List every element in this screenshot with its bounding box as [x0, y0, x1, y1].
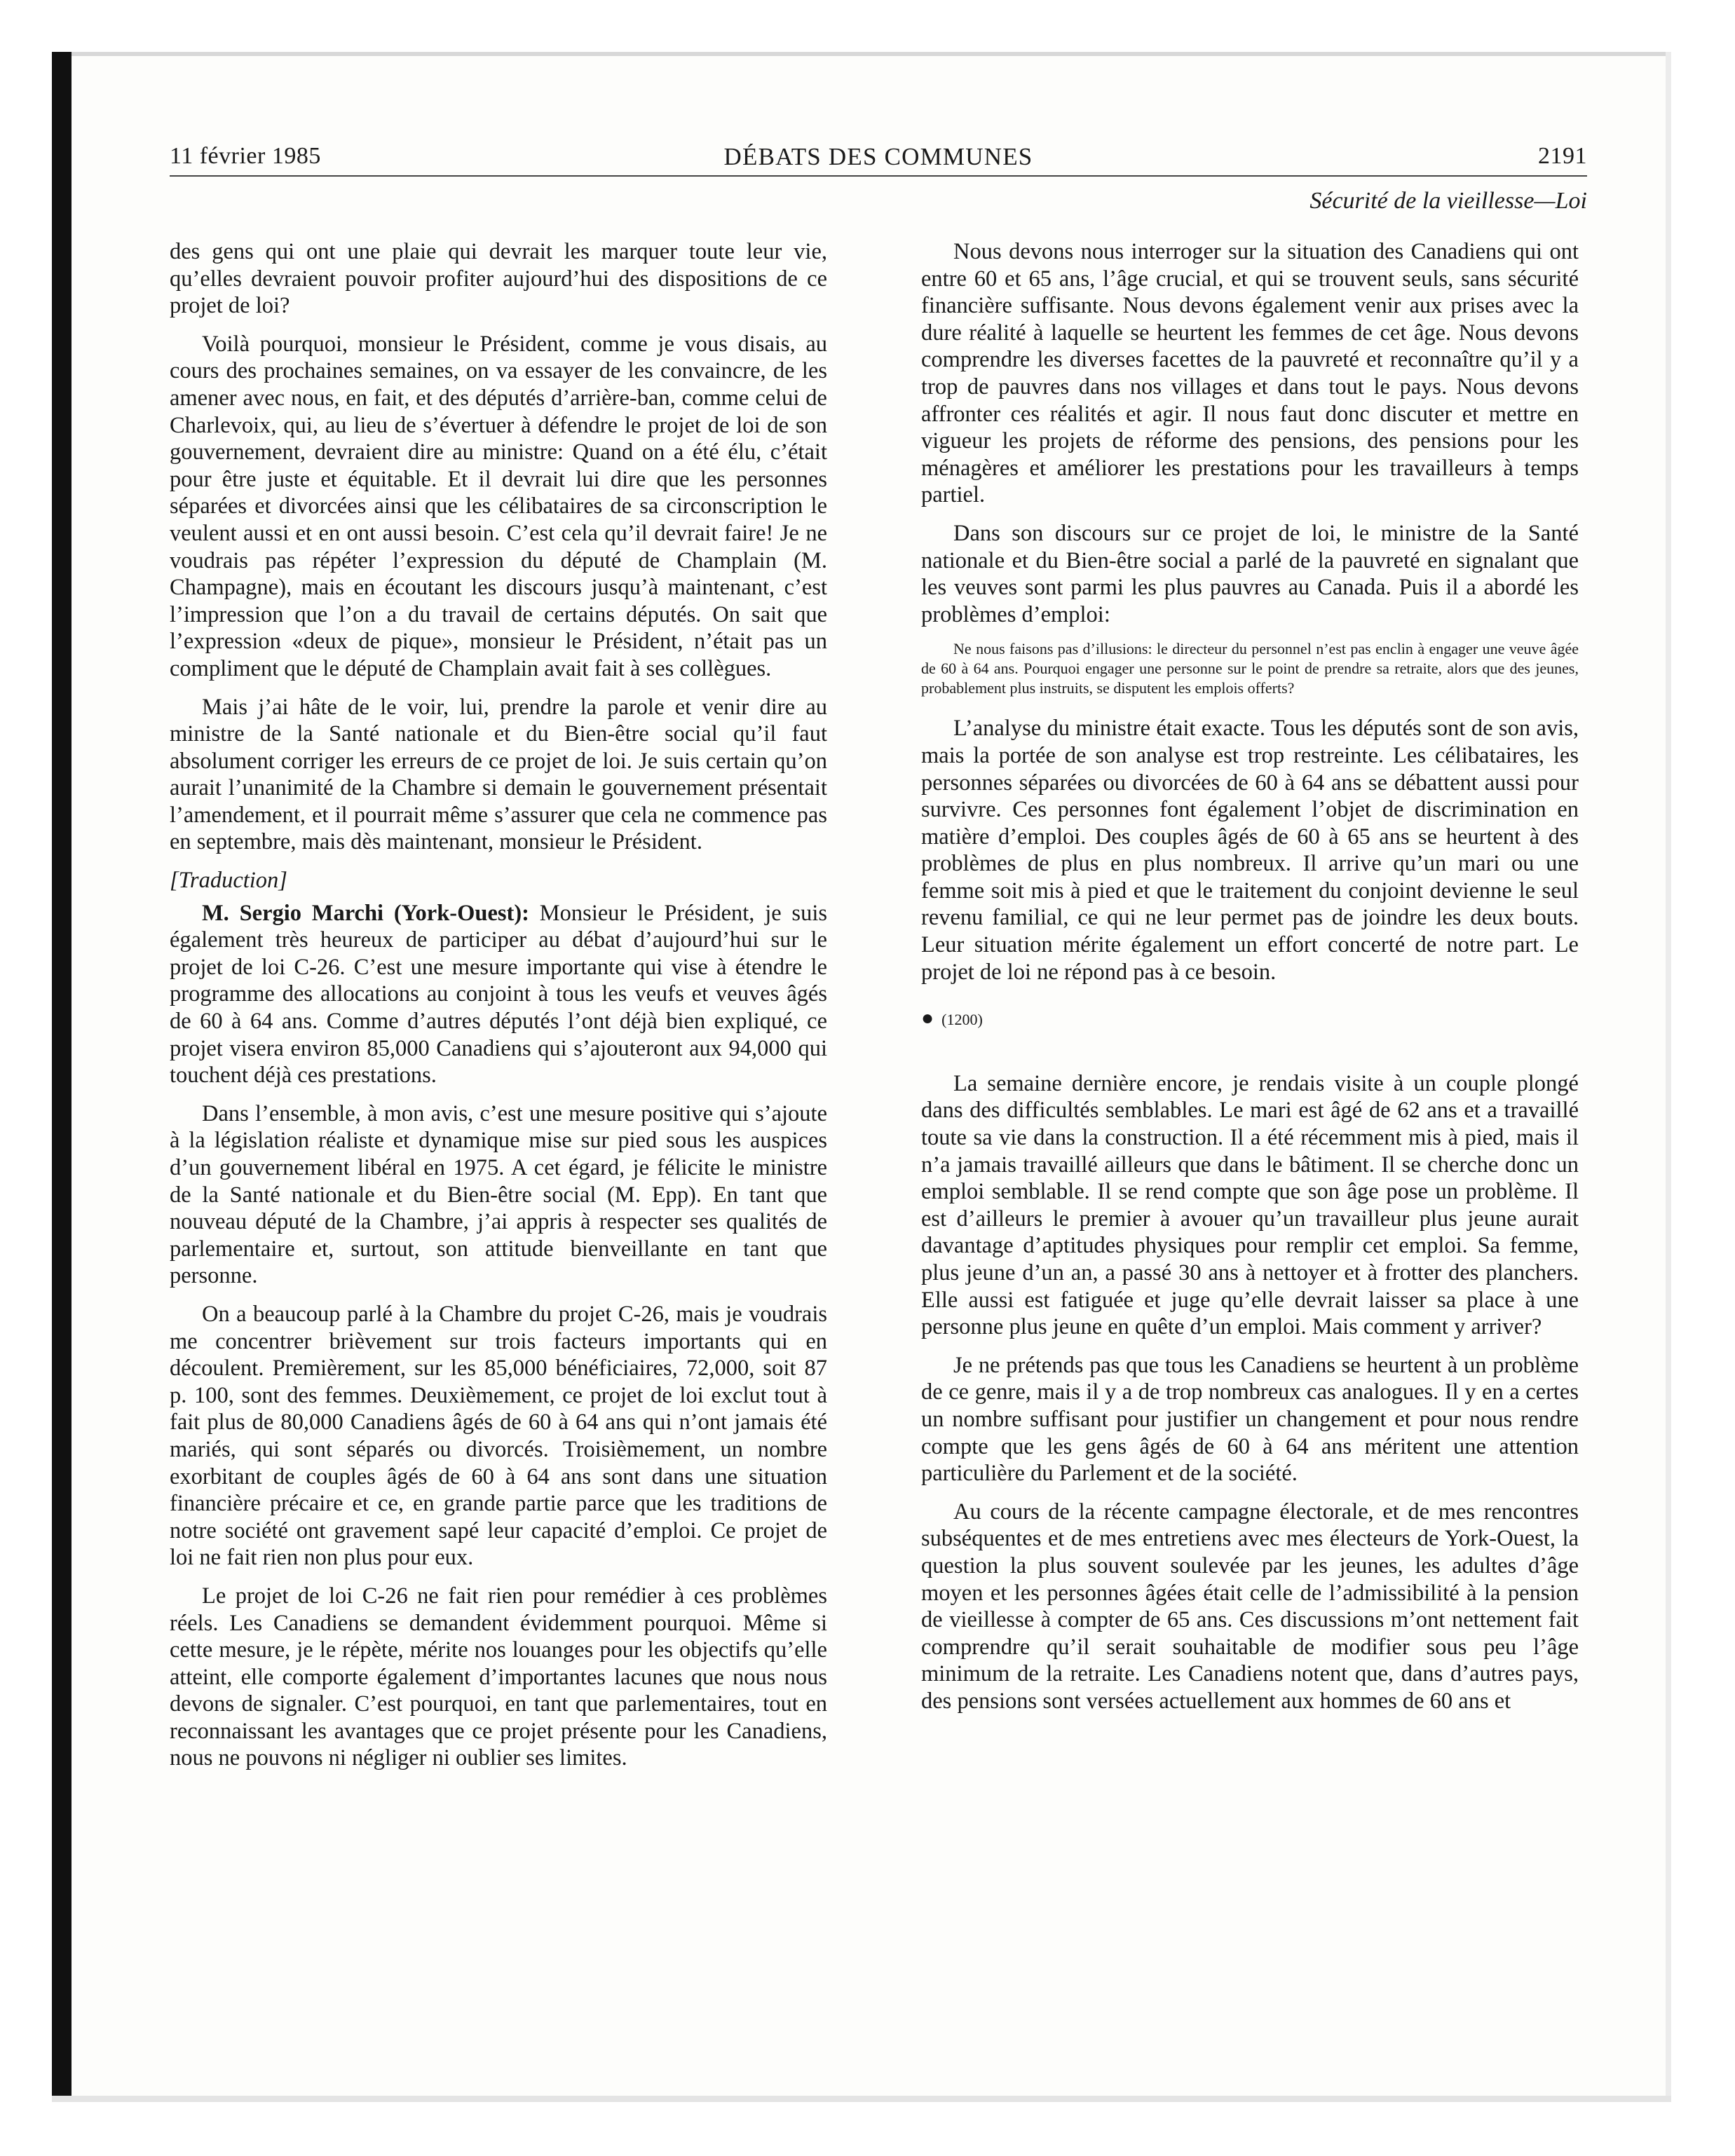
header-title: DÉBATS DES COMMUNES: [723, 143, 1033, 170]
paragraph: Voilà pourquoi, monsieur le Président, comme je vous disais, au cours des prochaines semaines, on va essayer de les convaincre, de les amener avec nous, en fait, et des députés d’arrière-ban, comme celui de Charlevoix, qui, au lieu de s’évertuer à défendre le projet de loi de son gouvernement, devraient dire au ministre: Quand on a été élu, c’était pour être juste et équitable. Et il devrait lui dire que les personnes séparées et divorcées ainsi que les célibataires de sa circonscription le veulent aussi et en ont aussi besoin. C’est cela qu’il devrait faire! Je ne voudrais pas répéter l’expression du député de Champlain (M. Champagne), mais en écoutant les discours jusqu’à maintenant, c’est l’impression que l’on a du travail de certains députés. On sait que l’expression «deux de pique», monsieur le Président, n’était pas un compliment que le député de Champlain avait fait à ses collègues.: [170, 331, 827, 681]
header-rule: [170, 175, 1587, 177]
timestamp-text: (1200): [941, 1011, 983, 1029]
scan-border-left: [52, 52, 72, 2102]
paragraph: Au cours de la récente campagne électorale, et de mes rencontres subséquentes et de mes entretiens avec mes électeurs de York-Ouest, la question la plus souvent soulevée par les jeunes, les adultes d’âge moyen et les personnes âgées était celle de l’admissibilité à la pension de vieillesse à compter de 65 ans. Ces discussions m’ont nettement fait comprendre qu’il serait souhaitable de modifier sous peu l’âge minimum de la retraite. Les Canadiens notent que, dans d’autres pays, des pensions sont versées actuellement aux hommes de 60 ans et: [921, 1499, 1579, 1714]
bullet-icon: ●: [921, 1007, 934, 1030]
translation-note: [Traduction]: [170, 868, 287, 894]
paragraph: Nous devons nous interroger sur la situation des Canadiens qui ont entre 60 et 65 ans, l’âge crucial, et qui se trouvent seuls, sans sécurité financière suffisante. Nous devons également venir aux prises avec la dure réalité à laquelle se heurtent les femmes de cet âge. Nous devons comprendre les diverses facettes de la pauvreté et reconnaître qu’il y a trop de pauvres dans nos villages et dans tout le pays. Nous devons affronter ces réalités et agir. Il nous faut donc discuter et mettre en vigueur les projets de réforme des pensions, des pensions pour les ménagères et améliorer les prestations pour les travailleurs à temps partiel.: [921, 239, 1579, 508]
section-title: Sécurité de la vieillesse—Loi: [1309, 188, 1587, 214]
paragraph: La semaine dernière encore, je rendais visite à un couple plongé dans des difficultés semblables. Le mari est âgé de 62 ans et a travaillé toute sa vie dans la construction. Il a été récemment mis à pied, mais il n’a jamais travaillé ailleurs que dans le bâtiment. Il se cherche donc un emploi semblable. Il se rend compte que son âge pose un problème. Il est d’ailleurs le premier à avouer qu’un travailleur plus jeune aurait davantage d’aptitudes physiques pour remplir cet emploi. Sa femme, plus jeune d’un an, a passé 30 ans à nettoyer et à frotter des planchers. Elle aussi est fatiguée et juge qu’elle devrait laisser sa place à une personne plus jeune en quête d’un emploi. Mais comment y arriver?: [921, 1070, 1579, 1340]
paragraph: Je ne prétends pas que tous les Canadiens se heurtent à un problème de ce genre, mais il y a de trop nombreux cas analogues. Il y en a certes un nombre suffisant pour justifier un changement et pour nous rendre compte que les gens âgés de 60 à 64 ans méritent une attention particulière du Parlement et de la société.: [921, 1352, 1579, 1487]
paragraph: Mais j’ai hâte de le voir, lui, prendre la parole et venir dire au ministre de la Santé nationale et du Bien-être social qu’il faut absolument corriger les erreurs de ce projet de loi. Je suis certain qu’on aurait l’unanimité de la Chambre si demain le gouvernement présentait l’amendement, et il pourrait même s’assurer que cela ne commence pas en septembre, mais dès maintenant, monsieur le Président.: [170, 694, 827, 855]
scan-border-right: [1666, 52, 1671, 2102]
paragraph: des gens qui ont une plaie qui devrait les marquer toute leur vie, qu’elles devraient pouvoir profiter aujourd’hui des dispositions de ce projet de loi?: [170, 239, 827, 319]
block-quote: Ne nous faisons pas d’illusions: le directeur du personnel n’est pas enclin à engager une veuve âgée de 60 à 64 ans. Pourquoi engager une personne sur le point de prendre sa retraite, alors que des jeunes, probablement plus instruits, se disputent les emplois offerts?: [921, 640, 1579, 697]
paragraph: On a beaucoup parlé à la Chambre du projet C-26, mais je voudrais me concentrer brièvement sur trois facteurs importants qui en découlent. Premièrement, sur les 85,000 bénéficiaires, 72,000, soit 87 p. 100, sont des femmes. Deuxièmement, ce projet de loi exclut tout à fait plus de 80,000 Canadiens âgés de 60 à 64 ans qui n’ont jamais été mariés, qui sont séparés ou divorcés. Troisièmement, un nombre exorbitant de couples âgés de 60 à 64 ans sont dans une situation financière précaire et ce, en grande partie parce que les traditions de notre société ont gravement sapé leur capacité d’emploi. Ce projet de loi ne fait rien non plus pour eux.: [170, 1301, 827, 1571]
paragraph: Le projet de loi C-26 ne fait rien pour remédier à ces problèmes réels. Les Canadiens se demandent évidemment pourquoi. Même si cette mesure, je le répète, mérite nos louanges pour les objectifs qu’elle atteint, elle comporte également d’importantes lacunes que nous nous devons de signaler. C’est pourquoi, en tant que parlementaires, tout en reconnaissant les avantages que ce projet présente pour les Canadiens, nous ne pouvons ni négliger ni oublier ses limites.: [170, 1583, 827, 1771]
header-date: 11 février 1985: [170, 143, 321, 169]
running-header: [170, 143, 1587, 174]
left-column: [170, 238, 827, 1783]
speaker-name: M. Sergio Marchi (York-Ouest):: [202, 900, 530, 926]
speech-paragraph: [170, 900, 827, 1089]
scan-border-bottom: [52, 2096, 1671, 2102]
paragraph: Dans son discours sur ce projet de loi, le ministre de la Santé nationale et du Bien-être social a parlé de la pauvreté en signalant que les veuves sont parmi les plus pauvres au Canada. Puis il a abordé les problèmes d’emploi:: [921, 520, 1579, 627]
right-column: [921, 238, 1579, 1726]
page-number: 2191: [1538, 143, 1587, 169]
paragraph: Dans l’ensemble, à mon avis, c’est une mesure positive qui s’ajoute à la législation réaliste et dynamique mise sur pied sous les auspices d’un gouvernement libéral en 1975. A cet égard, je félicite le ministre de la Santé nationale et du Bien-être social (M. Epp). En tant que nouveau député de la Chambre, j’ai appris à respecter ses qualités de parlementaire et, surtout, son attitude bienveillante en tant que personne.: [170, 1100, 827, 1289]
speech-text: Monsieur le Président, je suis également très heureux de participer au débat d’aujourd’hui sur le projet de loi C-26. C’est une mesure importante qui vise à étendre le programme des allocations au conjoint à tous les veufs et veuves âgés de 60 à 64 ans. Comme d’autres députés l’ont déjà bien expliqué, ce projet visera environ 85,000 Canadiens qui s’ajouteront aux 94,000 qui touchent déjà ces prestations.: [170, 900, 827, 1089]
timestamp: [921, 1005, 1579, 1034]
paragraph: L’analyse du ministre était exacte. Tous les députés sont de son avis, mais la portée de son analyse est trop restreinte. Les célibataires, les personnes séparées ou divorcées de 60 à 64 ans se débattent aussi pour survivre. Ces personnes font également l’objet de discrimination en matière d’emploi. Des couples âgés de 60 à 65 ans se heurtent à des problèmes de plus en plus nombreux. Il arrive qu’un mari ou une femme soit mis à pied et que le traitement du conjoint devienne le seul revenu familial, ce qui ne leur permet pas de joindre les deux bouts. Leur situation mérite également un effort concerté de notre part. Le projet de loi ne répond pas à ce besoin.: [921, 716, 1579, 985]
